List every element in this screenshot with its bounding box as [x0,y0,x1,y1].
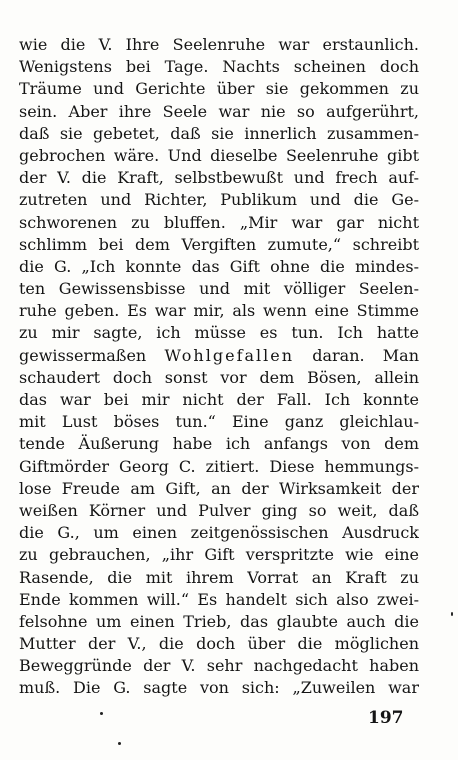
text-line: wie die V. Ihre Seelenruhe war erstaunlich. [19,35,419,54]
text-line: schaudert doch sonst vor dem Bösen, allein [19,367,419,387]
text-line: der V. die Kraft, selbstbewußt und frech auf- [19,168,419,188]
text-line: Rasende, die mit ihrem Vorrat an Kraft zu [19,567,419,587]
text-line: gebrochen wäre. Und dieselbe Seelenruhe gibt [19,145,419,165]
text-line: daß sie gebetet, daß sie innerlich zusammen- [19,123,419,143]
emphasized-word: Wohlgefallen [164,345,295,365]
text-line: ruhe geben. Es war mir, als wenn eine Stimme [19,301,419,321]
text-line: mit Lust böses tun.“ Eine ganz gleichlau- [19,412,419,432]
print-speck [100,712,103,715]
text-line: muß. Die G. sagte von sich: „Zuweilen war [19,678,419,698]
body-text [19,34,419,700]
text-line: schworenen zu bluffen. „Mir war gar nicht [19,212,419,232]
text-line: Träume und Gerichte über sie gekommen zu [19,79,419,99]
text-line: die G. „Ich konnte das Gift ohne die mindes- [19,256,419,276]
text-line: felsohne um einen Trieb, das glaubte auch die [19,611,419,631]
text-line: das war bei mir nicht der Fall. Ich konnte [19,390,419,409]
text-line: zu gebrauchen, „ihr Gift verspritzte wie eine [19,545,419,565]
text-line: schlimm bei dem Vergiften zumute,“ schreibt [19,234,419,254]
text-line: Beweggründe der V. sehr nachgedacht haben [19,656,419,676]
text-line: Wenigstens bei Tage. Nachts scheinen doch [19,57,419,77]
text-line: weißen Körner und Pulver ging so weit, daß [19,500,419,520]
text-line: Ende kommen will.“ Es handelt sich also zwei- [19,589,419,609]
text-line: ten Gewissensbisse und mit völliger Seelen- [19,279,419,299]
text-line: Giftmörder Georg C. zitiert. Diese hemmungs- [19,456,419,476]
text-line: zu mir sagte, ich müsse es tun. Ich hatte [19,323,419,343]
print-speck [118,742,121,745]
page-number: 197 [368,708,404,728]
text-line: tende Äußerung habe ich anfangs von dem [19,434,419,454]
text-line: die G., um einen zeitgenössischen Ausdruck [19,523,419,543]
text-line: sein. Aber ihre Seele war nie so aufgerührt, [19,101,419,121]
print-speck [451,612,453,616]
text-line: Mutter der V., die doch über die möglichen [19,634,419,654]
text-line: lose Freude am Gift, an der Wirksamkeit der [19,478,419,498]
text-line: gewissermaßen Wohlgefallen daran. Man [19,345,419,365]
text-line: zutreten und Richter, Publikum und die Ge- [19,190,419,210]
